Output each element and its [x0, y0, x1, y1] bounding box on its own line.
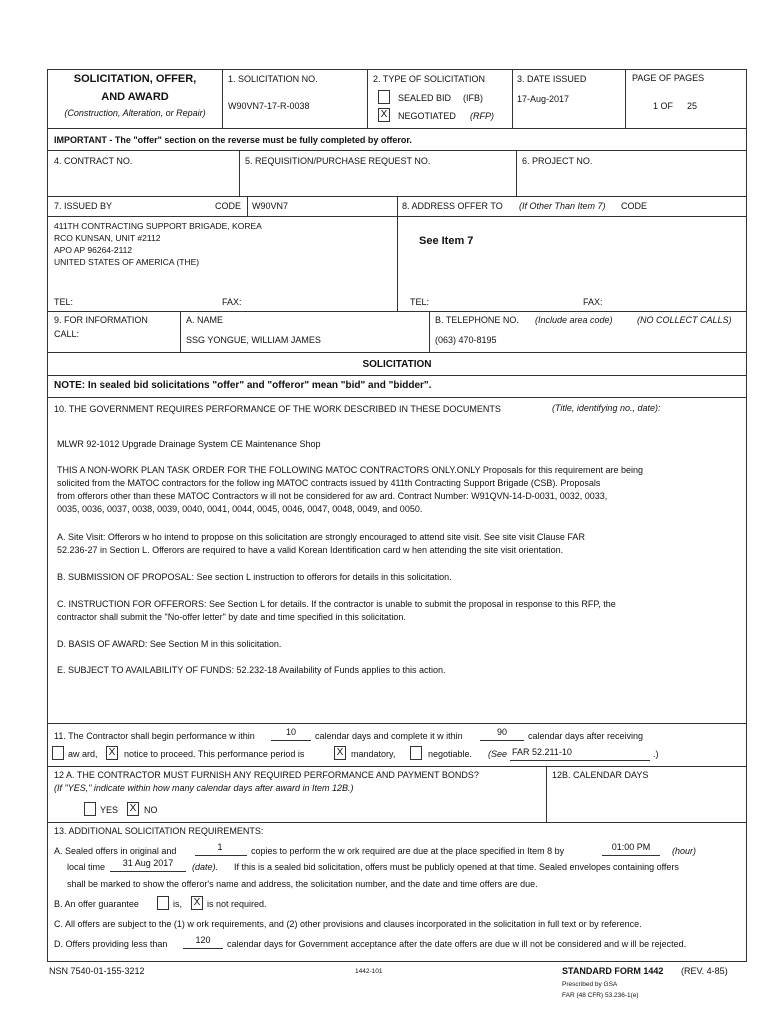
sealed-offers-text: A. Sealed offers in original and — [54, 846, 177, 856]
negotiable-label: negotiable. — [428, 749, 473, 759]
requisition-no-label: 5. REQUISITION/PURCHASE REQUEST NO. — [245, 156, 431, 166]
issued-by-address-line: RCO KUNSAN, UNIT #2112 — [54, 233, 161, 243]
negotiated-label: NEGOTIATED — [398, 111, 456, 121]
important-note: IMPORTANT - The "offer" section on the reverse must be fully completed by offeror. — [54, 135, 412, 145]
bonds-yes-label: YES — [100, 805, 119, 815]
form-subtitle: (Construction, Alteration, or Repair) — [64, 108, 206, 118]
complete-days-value[interactable]: 90 — [496, 727, 507, 737]
nsn-number: NSN 7540-01-155-3212 — [49, 966, 145, 976]
guarantee-is-checkbox[interactable] — [157, 896, 169, 910]
page-of-pages-label: PAGE OF PAGES — [632, 73, 705, 83]
instruction-paragraph-line: contractor shall submit the "No-offer letter" by date and time specified in this solicitation. — [57, 612, 406, 622]
copies-value[interactable]: 1 — [217, 842, 223, 852]
negotiated-abbr: (RFP) — [470, 111, 494, 121]
sealed-bid-checkbox[interactable] — [378, 90, 390, 104]
performance-text-2: calendar days and complete it w ithin — [315, 731, 463, 741]
form-title-line2: AND AWARD — [101, 91, 169, 103]
bonds-question: 12 A. THE CONTRACTOR MUST FURNISH ANY REQUIRED PERFORMANCE AND PAYMENT BONDS? — [54, 770, 479, 780]
acceptance-period-text-2: calendar days for Government acceptance after the date offers are due w ill not be considered and w ill be rejected. — [227, 939, 687, 949]
due-date-value[interactable]: 31 Aug 2017 — [122, 858, 174, 868]
sealed-bid-abbr: (IFB) — [463, 93, 483, 103]
solicitation-type-label: 2. TYPE OF SOLICITATION — [373, 74, 486, 84]
issued-by-label: 7. ISSUED BY — [54, 201, 113, 211]
award-checkbox[interactable] — [52, 746, 64, 760]
date-label: (date). — [192, 862, 219, 872]
envelope-marking-text: shall be marked to show the offeror's name and address, the solicitation number, and the date and time offers are due. — [67, 879, 538, 889]
address-offer-label: 8. ADDRESS OFFER TO — [402, 201, 503, 211]
form-revision: (REV. 4-85) — [681, 966, 728, 976]
performance-text-3: calendar days after receiving — [528, 731, 644, 741]
telephone-label: B. TELEPHONE NO. — [435, 315, 519, 325]
telephone-value: (063) 470-8195 — [435, 335, 497, 345]
bonds-no-label: NO — [144, 805, 158, 815]
negotiable-checkbox[interactable] — [410, 746, 422, 760]
award-label: aw ard, — [68, 749, 98, 759]
standard-form-title: STANDARD FORM 1442 — [562, 966, 664, 976]
guarantee-is-not-label: is not required. — [207, 899, 267, 909]
far-citation: FAR (48 CFR) 53.236-1(e) — [562, 992, 639, 999]
offer-guarantee-label: B. An offer guarantee — [54, 899, 139, 909]
sealed-opening-text: If this is a sealed bid solicitation, offers must be publicly opened at that time. Sealed envelopes containing offers — [234, 862, 679, 872]
issued-by-address-line: APO AP 96264-2112 — [54, 245, 133, 255]
address-offer-tel-label: TEL: — [410, 297, 430, 307]
sealed-bid-label: SEALED BID — [398, 93, 452, 103]
bonds-yes-checkbox[interactable] — [84, 802, 96, 816]
site-visit-paragraph-line: 52.236-27 in Section L. Offerors are required to have a valid Korean Identification card w hen attending the site visit orientation. — [57, 545, 564, 555]
address-offer-value: See Item 7 — [419, 235, 474, 247]
solicitation-no-label: 1. SOLICITATION NO. — [228, 74, 318, 84]
site-visit-paragraph-line: A. Site Visit: Offerors w ho intend to propose on this solicitation are strongly encouraged to attend site visit. See site visit Clause FAR — [57, 532, 585, 542]
address-offer-qualifier: (If Other Than Item 7) — [519, 201, 606, 211]
issued-by-code-label: CODE — [215, 201, 242, 211]
page-total: 25 — [687, 101, 698, 111]
contract-no-label: 4. CONTRACT NO. — [54, 156, 133, 166]
info-call-label: 9. FOR INFORMATION — [54, 315, 148, 325]
notice-to-proceed-checkbox[interactable]: X — [106, 746, 118, 760]
solicitation-no-value: W90VN7-17-R-0038 — [228, 101, 310, 111]
far-reference: FAR 52.211-10 — [512, 747, 572, 757]
sealed-bid-note: NOTE: In sealed bid solicitations "offer" and "offeror" mean "bid" and "bidder". — [54, 380, 432, 391]
contact-name-value: SSG YONGUE, WILLIAM JAMES — [186, 335, 321, 345]
due-time-value[interactable]: 01:00 PM — [611, 842, 651, 852]
acceptance-days-value[interactable]: 120 — [195, 935, 211, 945]
additional-requirements-label: 13. ADDITIONAL SOLICITATION REQUIREMENTS: — [54, 826, 264, 836]
date-issued-value: 17-Aug-2017 — [517, 94, 570, 104]
mandatory-label: mandatory, — [351, 749, 396, 759]
form-title: SOLICITATION, OFFER, — [73, 73, 197, 85]
address-offer-code-label: CODE — [621, 201, 648, 211]
acceptance-period-text: D. Offers providing less than — [54, 939, 168, 949]
instruction-paragraph-line: C. INSTRUCTION FOR OFFERORS: See Section L for details. If the contractor is unable to submit the proposal in response to this RFP, the — [57, 599, 616, 609]
issued-by-code-value: W90VN7 — [252, 201, 289, 211]
basis-of-award-paragraph: D. BASIS OF AWARD: See Section M in this solicitation. — [57, 639, 282, 649]
bonds-no-checkbox[interactable]: X — [127, 802, 139, 816]
solicitation-heading: SOLICITATION — [362, 359, 432, 370]
mandatory-checkbox[interactable]: X — [334, 746, 346, 760]
local-time-label: local time — [67, 862, 106, 872]
submission-paragraph: B. SUBMISSION OF PROPOSAL: See section L instruction to offerors for details in this solicitation. — [57, 572, 452, 582]
negotiated-checkbox[interactable]: X — [378, 108, 390, 122]
sealed-offers-text-2: copies to perform the w ork required are due at the place specified in Item 8 by — [251, 846, 565, 856]
funds-availability-paragraph: E. SUBJECT TO AVAILABILITY OF FUNDS: 52.232-18 Availability of Funds applies to this action. — [57, 665, 446, 675]
hour-label: (hour) — [672, 846, 697, 856]
bonds-note: (If "YES," indicate within how many calendar days after award in Item 12B.) — [54, 783, 354, 793]
work-description-label: 10. THE GOVERNMENT REQUIRES PERFORMANCE OF THE WORK DESCRIBED IN THESE DOCUMENTS — [54, 404, 501, 414]
guarantee-is-not-checkbox[interactable]: X — [191, 896, 203, 910]
issued-by-address-line: UNITED STATES OF AMERICA (THE) — [54, 257, 200, 267]
begin-days-value[interactable]: 10 — [285, 727, 296, 737]
calendar-days-label: 12B. CALENDAR DAYS — [552, 770, 649, 780]
telephone-note: (Include area code) — [535, 315, 613, 325]
guarantee-is-label: is, — [173, 899, 182, 909]
far-close: .) — [653, 749, 659, 759]
notice-to-proceed-label: notice to proceed. This performance period is — [124, 749, 305, 759]
performance-text: 11. The Contractor shall begin performance w ithin — [54, 731, 255, 741]
task-order-paragraph-line: from offerors other than these MATOC Contractors w ill not be considered for aw ard. Contract Number: W91QVN-14-D-0031, 0032, 0033, — [57, 491, 608, 501]
offers-subject-text: C. All offers are subject to the (1) w ork requirements, and (2) other provisions and clauses incorporated in the solicitation in full text or by reference. — [54, 919, 642, 929]
contact-name-label: A. NAME — [186, 315, 224, 325]
task-order-paragraph-line: 0035, 0036, 0037, 0038, 0039, 0040, 0041, 0044, 0045, 0046, 0047, 0048, 0049, and 0050. — [57, 504, 423, 514]
issued-by-fax-label: FAX: — [222, 297, 242, 307]
form-code: 1442-101 — [355, 968, 383, 975]
no-collect-note: (NO COLLECT CALLS) — [637, 315, 732, 325]
date-issued-label: 3. DATE ISSUED — [517, 74, 587, 84]
address-offer-fax-label: FAX: — [583, 297, 603, 307]
project-no-label: 6. PROJECT NO. — [522, 156, 593, 166]
task-order-paragraph-line: THIS A NON-WORK PLAN TASK ORDER FOR THE FOLLOWING MATOC CONTRACTORS ONLY.ONLY Proposals for this requirement are being — [57, 465, 643, 475]
issued-by-address-line: 411TH CONTRACTING SUPPORT BRIGADE, KOREA — [54, 221, 262, 231]
project-title: MLWR 92-1012 Upgrade Drainage System CE Maintenance Shop — [57, 439, 321, 449]
info-call-label-line2: CALL: — [54, 329, 80, 339]
work-description-qualifier: (Title, identifying no., date): — [552, 403, 661, 413]
issued-by-tel-label: TEL: — [54, 297, 74, 307]
page-current: 1 OF — [653, 101, 674, 111]
see-label: (See — [488, 749, 508, 759]
task-order-paragraph-line: solicited from the MATOC contractors for the follow ing MATOC contracts issued by 411th Contracting Support Brigade (CSB). Proposals — [57, 478, 601, 488]
prescribed-by: Prescribed by GSA — [562, 981, 618, 988]
